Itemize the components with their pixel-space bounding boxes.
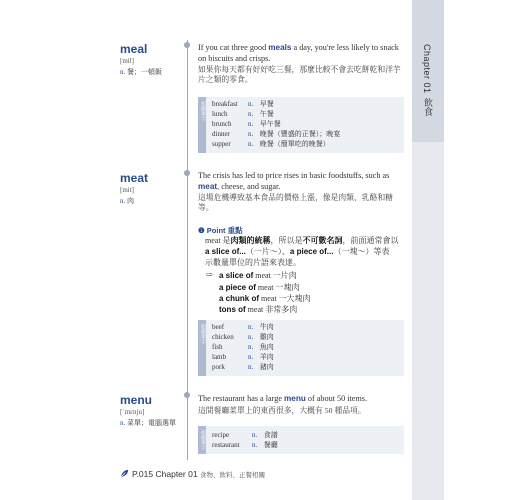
related-word-row: recipe n. 食譜 [212, 431, 278, 439]
page-number: P.015 [132, 469, 154, 479]
phonetic: [mit] [120, 186, 134, 194]
chapter-side-tab [412, 0, 444, 500]
related-words-box [198, 320, 404, 376]
related-word-row: lamb n. 羊肉 [212, 353, 274, 361]
point-text-line: a slice of...（一片～）、a piece of...（一塊～）等表 [205, 247, 390, 256]
related-words-box [198, 97, 404, 153]
page-footer [120, 469, 265, 479]
pos: n. [120, 419, 126, 427]
entry-marker-dot [184, 392, 190, 398]
related-words-tag: 相關單字 [198, 97, 206, 153]
related-word-row: pork n. 豬肉 [212, 363, 274, 371]
keyword: meat [198, 181, 218, 191]
related-word-row: fish n. 魚肉 [212, 343, 274, 351]
point-text-line: 示數量單位的片語來表達。 [205, 258, 301, 267]
phonetic: [mil] [120, 57, 134, 65]
related-words-box [198, 426, 404, 454]
keyword: meals [268, 43, 292, 52]
definition: 肉 [127, 197, 134, 205]
point-example: a piece of meat 一塊肉 [219, 283, 300, 292]
related-word-row: dinner n. 晚餐（豐盛的正餐）；晚宴 [212, 130, 341, 138]
point-text-line: meat 是肉類的統稱，所以是不可數名詞，前面通常會以 [205, 236, 399, 245]
related-word-row: chicken n. 雞肉 [212, 333, 274, 341]
related-word-row: supper n. 晚餐（簡單吃的晚餐） [212, 140, 330, 148]
related-word-row: breakfast n. 早餐 [212, 100, 274, 108]
example-translation: 這間餐廳菜單上的東西很多，大概有 50 種品項。 [198, 406, 366, 415]
related-words-tag: 相關單字 [198, 426, 206, 454]
related-word-row: restaurant n. 餐廳 [212, 441, 278, 449]
part-of-speech-definition [120, 418, 176, 428]
example-sentence: The restaurant has a large menu of about 50 items. [198, 394, 368, 403]
related-words-tag: 相關單字 [198, 320, 206, 376]
footer-chapter: Chapter 01 [155, 469, 198, 479]
leaf-icon [120, 469, 129, 478]
related-word-row: lunch n. 午餐 [212, 110, 274, 118]
keyword: menu [284, 394, 306, 403]
part-of-speech-definition [120, 196, 134, 206]
related-word-row: beef n. 牛肉 [212, 323, 274, 331]
footer-subtitle: 食物、飲料、正餐相關 [199, 472, 265, 479]
point-heading: ❶ Point 重點 [198, 226, 243, 235]
point-example: a slice of meat 一片肉 [219, 271, 297, 280]
phonetic: [ˈmɛnju] [120, 408, 145, 416]
entry-marker-dot [184, 42, 190, 48]
example-translation: 如果你每天都有好好吃三餐，那麼比較不會去吃餅乾和洋芋片之類的零食。 [198, 65, 401, 84]
pos: n. [120, 68, 126, 76]
chapter-label: Chapter 01 [422, 44, 432, 94]
point-example: tons of meat 非常多肉 [219, 305, 298, 314]
entry-marker-dot [184, 170, 190, 176]
part-of-speech-definition [120, 67, 162, 77]
headword-meat: meat [120, 171, 149, 185]
chapter-topic: 飲食 [423, 98, 433, 116]
example-sentence: The crisis has led to price rises in basic foodstuffs, such as meat, cheese, and sugar. [198, 171, 390, 191]
example-sentence: If you cat three good meals a day, you're less likely to snack on biscuits and crisps. [198, 43, 399, 63]
definition: 餐；一頓飯 [127, 68, 162, 76]
point-example: a chunk of meat 一大塊肉 [219, 294, 311, 303]
arrow-icon: ⇨ [206, 270, 213, 279]
pos: n. [120, 197, 126, 205]
headword-menu: menu [120, 393, 153, 407]
headword-meal: meal [120, 42, 148, 56]
related-word-row: brunch n. 早午餐 [212, 120, 281, 128]
example-translation: 這場危機導致基本食品的價格上漲，像是肉類、乳酪和糖等。 [198, 193, 393, 212]
definition: 菜單；電腦選單 [127, 419, 176, 427]
